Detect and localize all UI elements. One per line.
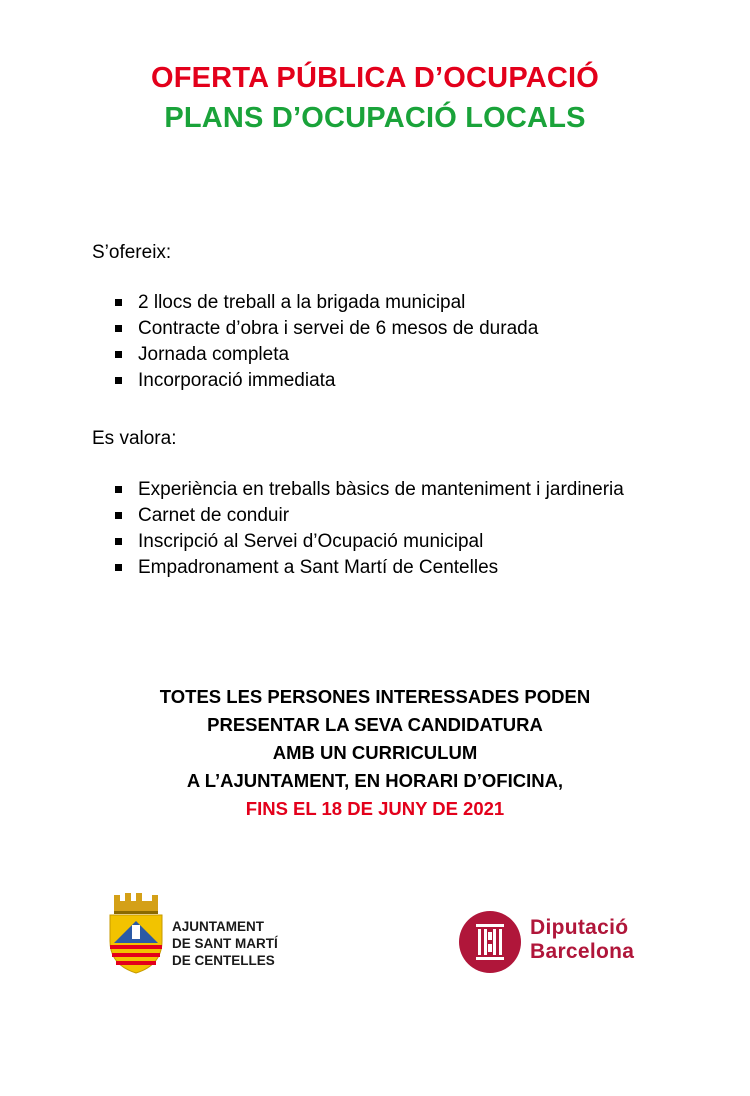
cta-line: TOTES LES PERSONES INTERESSADES PODEN	[159, 686, 591, 707]
valued-section-label: Es valora:	[92, 428, 177, 449]
valued-list	[112, 477, 702, 581]
ajuntament-line: DE CENTELLES	[172, 953, 275, 968]
list-item-text: Experiència en treballs bàsics de manteniment i jardineria	[138, 479, 624, 500]
diputacio-name	[530, 916, 634, 964]
diputacio-seal-icon	[458, 910, 522, 974]
list-item	[112, 503, 702, 529]
list-item	[112, 555, 702, 581]
ajuntament-line: DE SANT MARTÍ	[172, 936, 278, 951]
list-item-text: Contracte d’obra i servei de 6 mesos de durada	[138, 318, 539, 339]
deadline: FINS EL 18 DE JUNY DE 2021	[245, 798, 505, 819]
cta-line: PRESENTAR LA SEVA CANDIDATURA	[207, 714, 543, 735]
bullet-icon	[115, 299, 122, 306]
bullet-icon	[115, 486, 122, 493]
list-item-text: Incorporació immediata	[138, 370, 336, 391]
cta-line: AMB UN CURRICULUM	[272, 742, 478, 763]
page-subtitle: PLANS D’OCUPACIÓ LOCALS	[164, 102, 586, 134]
bullet-icon	[115, 564, 122, 571]
list-item	[112, 290, 702, 316]
bullet-icon	[115, 512, 122, 519]
list-item	[112, 529, 702, 555]
list-item	[112, 316, 702, 342]
bullet-icon	[115, 377, 122, 384]
ajuntament-name	[172, 918, 278, 969]
list-item	[112, 368, 702, 394]
diputacio-line: Diputació	[530, 916, 629, 939]
cta-line: A L’AJUNTAMENT, EN HORARI D’OFICINA,	[186, 770, 564, 791]
offer-section-label: S’ofereix:	[92, 242, 172, 263]
list-item	[112, 477, 702, 503]
list-item-text: Jornada completa	[138, 344, 290, 365]
list-item-text: 2 llocs de treball a la brigada municipal	[138, 292, 466, 313]
ajuntament-line: AJUNTAMENT	[172, 919, 264, 934]
offer-list	[112, 290, 702, 394]
list-item	[112, 342, 702, 368]
list-item-text: Carnet de conduir	[138, 505, 290, 526]
list-item-text: Empadronament a Sant Martí de Centelles	[138, 557, 499, 578]
bullet-icon	[115, 325, 122, 332]
bullet-icon	[115, 538, 122, 545]
page-title: OFERTA PÚBLICA D’OCUPACIÓ	[150, 62, 600, 94]
diputacio-line: Barcelona	[530, 940, 635, 963]
bullet-icon	[115, 351, 122, 358]
call-to-action	[0, 683, 750, 823]
list-item-text: Inscripció al Servei d’Ocupació municipal	[138, 531, 484, 552]
